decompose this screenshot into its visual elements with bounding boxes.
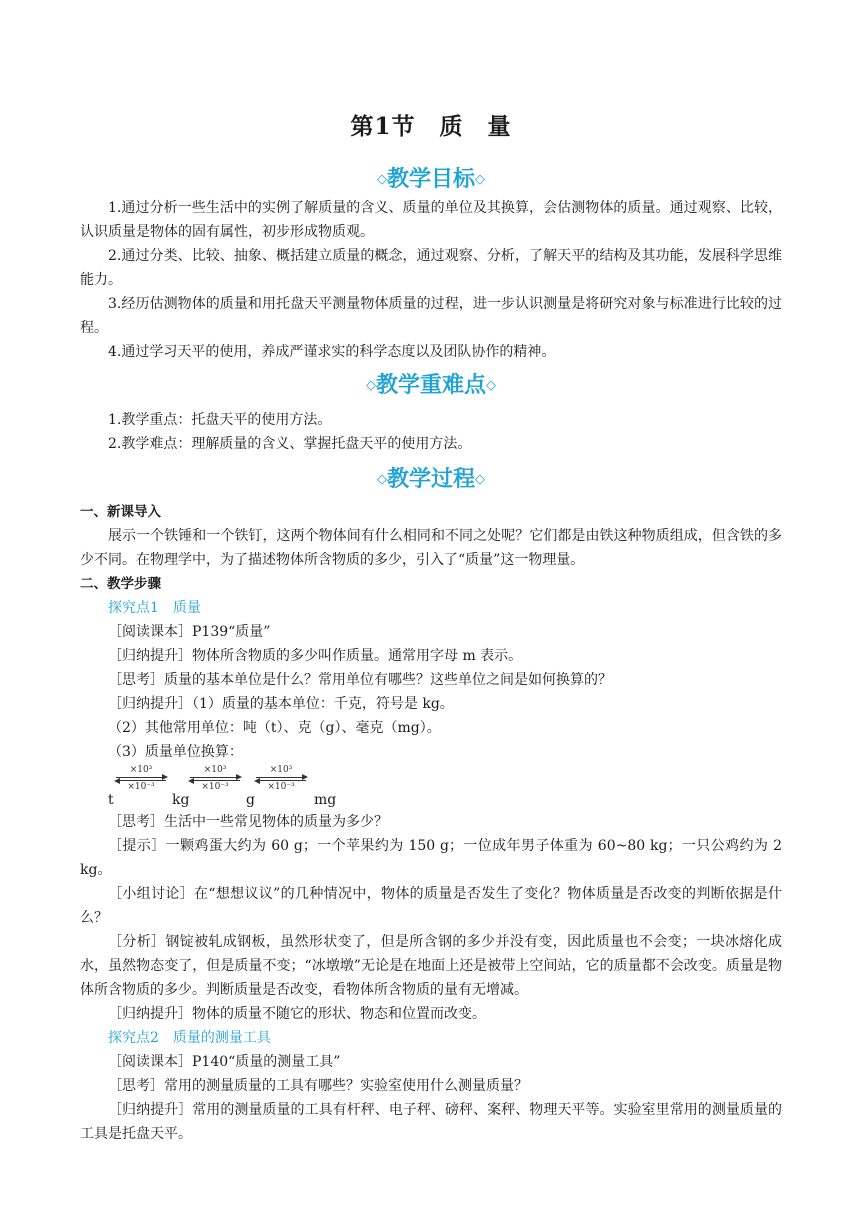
unit-label: mg [314, 792, 337, 808]
section-heading-goals [80, 162, 782, 196]
inquiry-point-number: 探究点1 [108, 600, 159, 616]
section-heading-text: 教学过程 [386, 466, 475, 492]
inquiry-point-number: 探究点2 [108, 1030, 159, 1046]
step-paragraph: ［思考］常用的测量质量的工具有哪些？实验室使用什么测量质量？ [108, 1078, 528, 1094]
diamond-icon: ◇ [475, 472, 485, 487]
inquiry-point-name: 质量 [172, 600, 201, 616]
diamond-icon: ◇ [475, 172, 485, 187]
conversion-down-label: ×10⁻³ [127, 782, 155, 792]
unit-label: kg [172, 792, 190, 808]
conversion-arrows [114, 764, 168, 804]
step-paragraph: ［阅读课本］P139“质量” [108, 624, 271, 640]
step-paragraph: ［思考］质量的基本单位是什么？常用单位有哪些？这些单位之间是如何换算的？ [108, 672, 612, 688]
unit-label: g [246, 792, 255, 808]
step-paragraph: ［归纳提升］常用的测量质量的工具有杆秤、电子秤、磅秤、案秤、物理天平等。实验室里常用的测量质量的工具是托盘天平。 [80, 1102, 782, 1142]
diamond-icon: ◇ [365, 378, 376, 393]
subsection-heading-intro: 一、新课导入 [80, 504, 161, 520]
diamond-icon: ◇ [376, 172, 387, 187]
section-heading-text: 教学重难点 [375, 372, 486, 398]
key-point-paragraph: 2.教学难点：理解质量的含义、掌握托盘天平的使用方法。 [108, 436, 472, 452]
subsection-heading-steps: 二、教学步骤 [80, 576, 161, 592]
conversion-arrows [188, 764, 242, 804]
page-title: 第1节 质 量 [350, 113, 512, 140]
unit-conversion-diagram [108, 764, 782, 810]
intro-paragraph: 展示一个铁锤和一个铁钉，这两个物体间有什么相同和不同之处呢？它们都是由铁这种物质组成，但含铁的多少不同。在物理学中，为了描述物体所含物质的多少，引入了“质量”这一物理量。 [80, 528, 782, 568]
step-paragraph: ［归纳提升］（1）质量的基本单位：千克，符号是 kg。 [108, 696, 454, 712]
goal-paragraph: 4.通过学习天平的使用，养成严谨求实的科学态度以及团队协作的精神。 [108, 344, 556, 360]
goal-paragraph: 1.通过分析一些生活中的实例了解质量的含义、质量的单位及其换算，会估测物体的质量。通过观察、比较，认识质量是物体的固有属性，初步形成物质观。 [80, 200, 782, 240]
section-heading-key-points [80, 368, 782, 402]
inquiry-point-2-heading [80, 1026, 782, 1050]
conversion-down-label: ×10⁻³ [267, 782, 295, 792]
document-page [80, 110, 782, 1146]
conversion-up-label: ×10³ [129, 765, 153, 775]
unit-label: t [108, 792, 114, 808]
section-heading-text: 教学目标 [386, 166, 475, 192]
diamond-icon: ◇ [486, 378, 496, 393]
key-point-paragraph: 1.教学重点：托盘天平的使用方法。 [108, 412, 332, 428]
step-paragraph: （2）其他常用单位：吨（t）、克（g）、毫克（mg）。 [108, 720, 441, 736]
conversion-down-label: ×10⁻³ [201, 782, 229, 792]
inquiry-point-name: 质量的测量工具 [172, 1030, 271, 1046]
goal-paragraph: 2.通过分类、比较、抽象、概括建立质量的概念，通过观察、分析，了解天平的结构及其功能，发展科学思维能力。 [80, 248, 782, 288]
step-paragraph: ［归纳提升］物体所含物质的多少叫作质量。通常用字母 m 表示。 [108, 648, 523, 664]
step-paragraph: ［分析］钢锭被轧成钢板，虽然形状变了，但是所含钢的多少并没有变，因此质量也不会变；一块冰熔化成水，虽然物态变了，但是质量不变；“冰墩墩”无论是在地面上还是被带上空间站，它的质量都不会改变。质量是物体所含物质的多少。判断质量是否改变，看物体所含物质的量有无增减。 [80, 934, 782, 998]
step-paragraph: （3）质量单位换算： [108, 744, 243, 760]
step-paragraph: ［阅读课本］P140“质量的测量工具” [108, 1054, 341, 1070]
conversion-arrows [254, 764, 308, 804]
diamond-icon: ◇ [376, 472, 387, 487]
goal-paragraph: 3.经历估测物体的质量和用托盘天平测量物体质量的过程，进一步认识测量是将研究对象与标准进行比较的过程。 [80, 296, 782, 336]
step-paragraph: ［思考］生活中一些常见物体的质量为多少？ [108, 814, 388, 830]
section-heading-process [80, 462, 782, 496]
step-paragraph: ［提示］一颗鸡蛋大约为 60 g；一个苹果约为 150 g；一位成年男子体重为 60~80 kg；一只公鸡约为 2 kg。 [80, 838, 782, 878]
conversion-up-label: ×10³ [269, 765, 293, 775]
conversion-up-label: ×10³ [203, 765, 227, 775]
step-paragraph: ［归纳提升］物体的质量不随它的形状、物态和位置而改变。 [108, 1006, 486, 1022]
step-paragraph: ［小组讨论］在“想想议议”的几种情况中，物体的质量是否发生了变化？物体质量是否改变的判断依据是什么？ [80, 886, 782, 926]
inquiry-point-1-heading [80, 596, 782, 620]
